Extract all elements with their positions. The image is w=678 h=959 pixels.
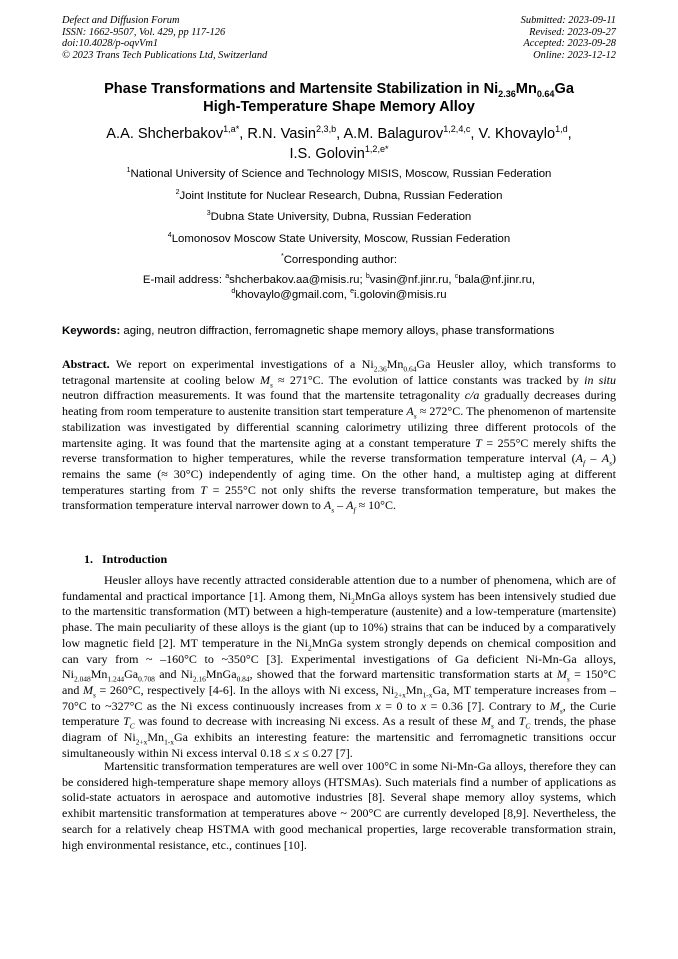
paper-title: Phase Transformations and Martensite Stabilization in $Ni_{2.36}Mn_{0.64}Ga$ High-Temperature Shape Memory Alloy xyxy=(104,81,574,115)
intro-paragraph: Heusler alloys have recently attracted considerable attention due to a number of phenomena, which are of fundamental and practical importance [1]. Among them, $Ni_2MnGa$ alloys system has been intensively studied due to the martensitic transformation (MT) between a high-temperature (austenite) and a low-temperature (martensite) phase. The main peculiarity of these alloys is the giant (up to 10%) strains that can be induced by a comparatively low magnetic field [2]. MT temperature in the $Ni_2MnGa$ system strongly depends on chemical composition and can vary from ~ –160°C to ~350°C [3]. Experimental investigations of Ga deficient Ni-Mn-Ga alloys, $Ni_{2.048}Mn_{1.244}Ga_{0.708}$ and $Ni_{2.16}MnGa_{0.84}$, showed that the forward martensitic transformation starts at $M_s = 150^\circ C$ and $M_s = 260^\circ C$, respectively [4-6]. In the alloys with Ni excess, $Ni_{2+x}Mn_{1-x}Ga$, MT temperature increases from –70°C to ~327°C as the Ni excess continuously increases from x = 0 to x = 0.36 [7]. Contrary to $M_s$, the Curie temperature $T_C$ was found to decrease with increasing Ni excess. As a result of these $M_s$ and $T_C$ trends, the phase diagram of $Ni_{2+x}Mn_{1-x}Ga$ exhibits an interesting feature: the martensitic and ferromagnetic transitions occur simultaneously within Ni excess interval 0.18 ≤ x ≤ 0.27 [7]. xyxy=(62,573,617,760)
abstract: Abstract. We report on experimental investigations of a $Ni_{2.36}Mn_{0.64}Ga$ Heusler alloy, which transforms to tetragonal martensite at cooling below $M_s \approx 271^\circ C$. The evolution of lattice constants was tracked by in situ neutron diffraction measurements. It was found that the martensite tetragonality c/a gradually decreases during heating from room temperature to austenite transition start temperature $A_s \approx 272^\circ C$. The phenomenon of martensite stabilization was investigated by differential scanning calorimetry utilizing three different protocols of the martensite aging. It was found that the martensite aging at a constant temperature T = 255°C merely shifts the reverse transformation to higher temperatures, while the reverse transformation temperature interval $(A_f - A_s)$ remains the same (≈ 30°C) independently of aging time. On the other hand, a multistep aging at different temperatures starting from T = 255°C not only shifts the reverse transformation temperature, but makes the transformation temperature interval narrower down to $A_s - A_f \approx 10^\circ C$. xyxy=(62,357,617,515)
journal-header xyxy=(62,15,267,61)
affiliation: $^1$National University of Science and Technology MISIS, Moscow, Russian Federation xyxy=(126,167,552,180)
submitted-date: Submitted: 2023-09-11 xyxy=(520,15,616,26)
affiliation: $^4$Lomonosov Moscow State University, Moscow, Russian Federation xyxy=(167,232,511,245)
affiliation: $^2$Joint Institute for Nuclear Research, Dubna, Russian Federation xyxy=(175,189,503,202)
author: A.M. Balagurov xyxy=(343,126,444,142)
email-addresses: E-mail address: $^a$shcherbakov.aa@misis.ru; $^b$vasin@nf.jinr.ru, $^c$bala@nf.jinr.ru, $^d$khovaylo@gmail.com, $^e$i.golovin@misis.ru xyxy=(142,273,536,301)
dates-header xyxy=(521,15,616,61)
journal-name: Defect and Diffusion Forum xyxy=(62,15,180,26)
author: R.N. Vasin xyxy=(247,126,317,142)
copyright: © 2023 Trans Tech Publications Ltd, Switzerland xyxy=(62,49,268,61)
intro-paragraph: Martensitic transformation temperatures are well over 100°C in some Ni-Mn-Ga alloys, therefore they can be considered high-temperature shape memory alloys (HTSMAs). Such materials find a number of applications as solid-state actuators in aerospace and automotive industries [8]. Several shape memory alloy systems, which exhibit martensitic transformation at temperatures above ~ 200°C are currently developed [8,9]. Nevertheless, the search for a relatively cheap HSTMA with good mechanical properties, large recoverable transformation strain, high environmental resistance, etc., continues [10]. xyxy=(62,759,616,852)
accepted-date: Accepted: 2023-09-28 xyxy=(523,38,616,50)
keywords: Keywords: aging, neutron diffraction, ferromagnetic shape memory alloys, phase transformations xyxy=(62,325,555,337)
revised-date: Revised: 2023-09-27 xyxy=(529,26,616,38)
email-link[interactable]: bala@nf.jinr.ru, xyxy=(458,274,536,286)
email-link[interactable]: khovaylo@gmail.com, xyxy=(235,289,351,301)
email-link[interactable]: vasin@nf.jinr.ru, xyxy=(369,274,455,286)
email-link[interactable]: i.golovin@misis.ru xyxy=(354,289,447,301)
online-date: Online: 2023-12-12 xyxy=(533,49,616,61)
email-link[interactable]: shcherbakov.aa@misis.ru; xyxy=(229,274,366,286)
doi: doi:10.4028/p-oqvVm1 xyxy=(62,38,159,50)
author: A.A. Shcherbakov xyxy=(106,126,224,142)
author-list: A.A. Shcherbakov$^{1,a*}$, R.N. Vasin$^{2,3,b}$, A.M. Balagurov$^{1,2,4,c}$, V. Khovaylo$^{1,d}$, I.S. Golovin$^{1,2,e*}$ xyxy=(106,124,572,162)
corresponding-author: *Corresponding author: xyxy=(280,253,398,266)
section-heading: 1. Introduction xyxy=(84,552,168,566)
author: I.S. Golovin xyxy=(289,146,365,162)
issn: ISSN: 1662-9507, Vol. 429, pp 117-126 xyxy=(62,26,226,38)
affiliation: $^3$Dubna State University, Dubna, Russian Federation xyxy=(206,210,472,223)
author: V. Khovaylo xyxy=(478,126,556,142)
